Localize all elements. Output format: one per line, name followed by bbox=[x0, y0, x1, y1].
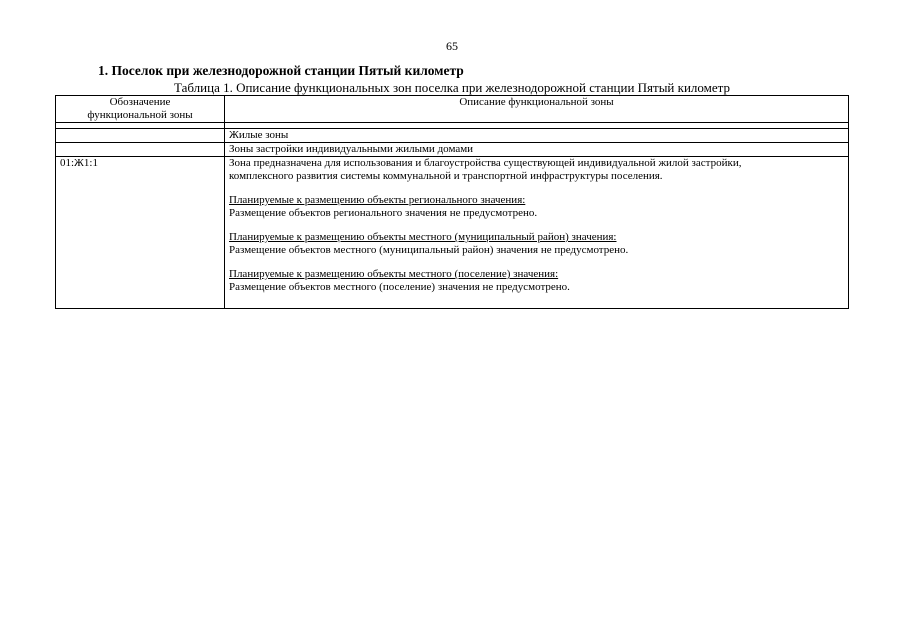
zone-intro-line1: Зона предназначена для использования и благоустройства существующей индивидуальной жилой застройки, bbox=[229, 157, 742, 169]
planned-regional-heading: Планируемые к размещению объекты регионального значения: bbox=[229, 194, 526, 206]
planned-regional-block bbox=[229, 194, 844, 231]
zone-row bbox=[56, 157, 849, 309]
zone-description bbox=[225, 157, 849, 309]
planned-settlement-text: Размещение объектов местного (поселение) значения не предусмотрено. bbox=[229, 281, 570, 293]
zone-code: 01:Ж1:1 bbox=[56, 157, 225, 309]
planned-regional-text: Размещение объектов регионального значения не предусмотрено. bbox=[229, 207, 538, 219]
section-heading: 1. Поселок при железнодорожной станции Пятый километр bbox=[98, 63, 464, 78]
zone-intro-line2: комплексного развития системы коммунальной и транспортной инфраструктуры поселения. bbox=[229, 170, 663, 182]
group-label-residential: Жилые зоны bbox=[225, 129, 849, 143]
zone-intro bbox=[229, 157, 844, 194]
functional-zones-table bbox=[55, 95, 849, 309]
header-code-cell bbox=[56, 96, 225, 123]
page-number: 65 bbox=[446, 39, 458, 53]
group-row-residential bbox=[56, 129, 849, 143]
planned-municipal-district-block bbox=[229, 231, 844, 268]
header-code-line1: Обозначение bbox=[109, 96, 171, 108]
planned-settlement-heading: Планируемые к размещению объекты местного (поселение) значения: bbox=[229, 268, 559, 280]
header-description-cell: Описание функциональной зоны bbox=[225, 96, 849, 123]
group-code-cell bbox=[56, 129, 225, 143]
planned-municipal-district-text: Размещение объектов местного (муниципальный район) значения не предусмотрено. bbox=[229, 244, 629, 256]
planned-municipal-district-heading: Планируемые к размещению объекты местного (муниципальный район) значения: bbox=[229, 231, 617, 243]
header-code-line2: функциональной зоны bbox=[87, 109, 193, 121]
table-caption: Таблица 1. Описание функциональных зон поселка при железнодорожной станции Пятый километр bbox=[173, 80, 730, 95]
group-row-individual-housing bbox=[56, 143, 849, 157]
group-label-individual-housing: Зоны застройки индивидуальными жилыми домами bbox=[225, 143, 849, 157]
group-code-cell bbox=[56, 143, 225, 157]
planned-settlement-block bbox=[229, 268, 844, 308]
table-header-row bbox=[56, 96, 849, 123]
